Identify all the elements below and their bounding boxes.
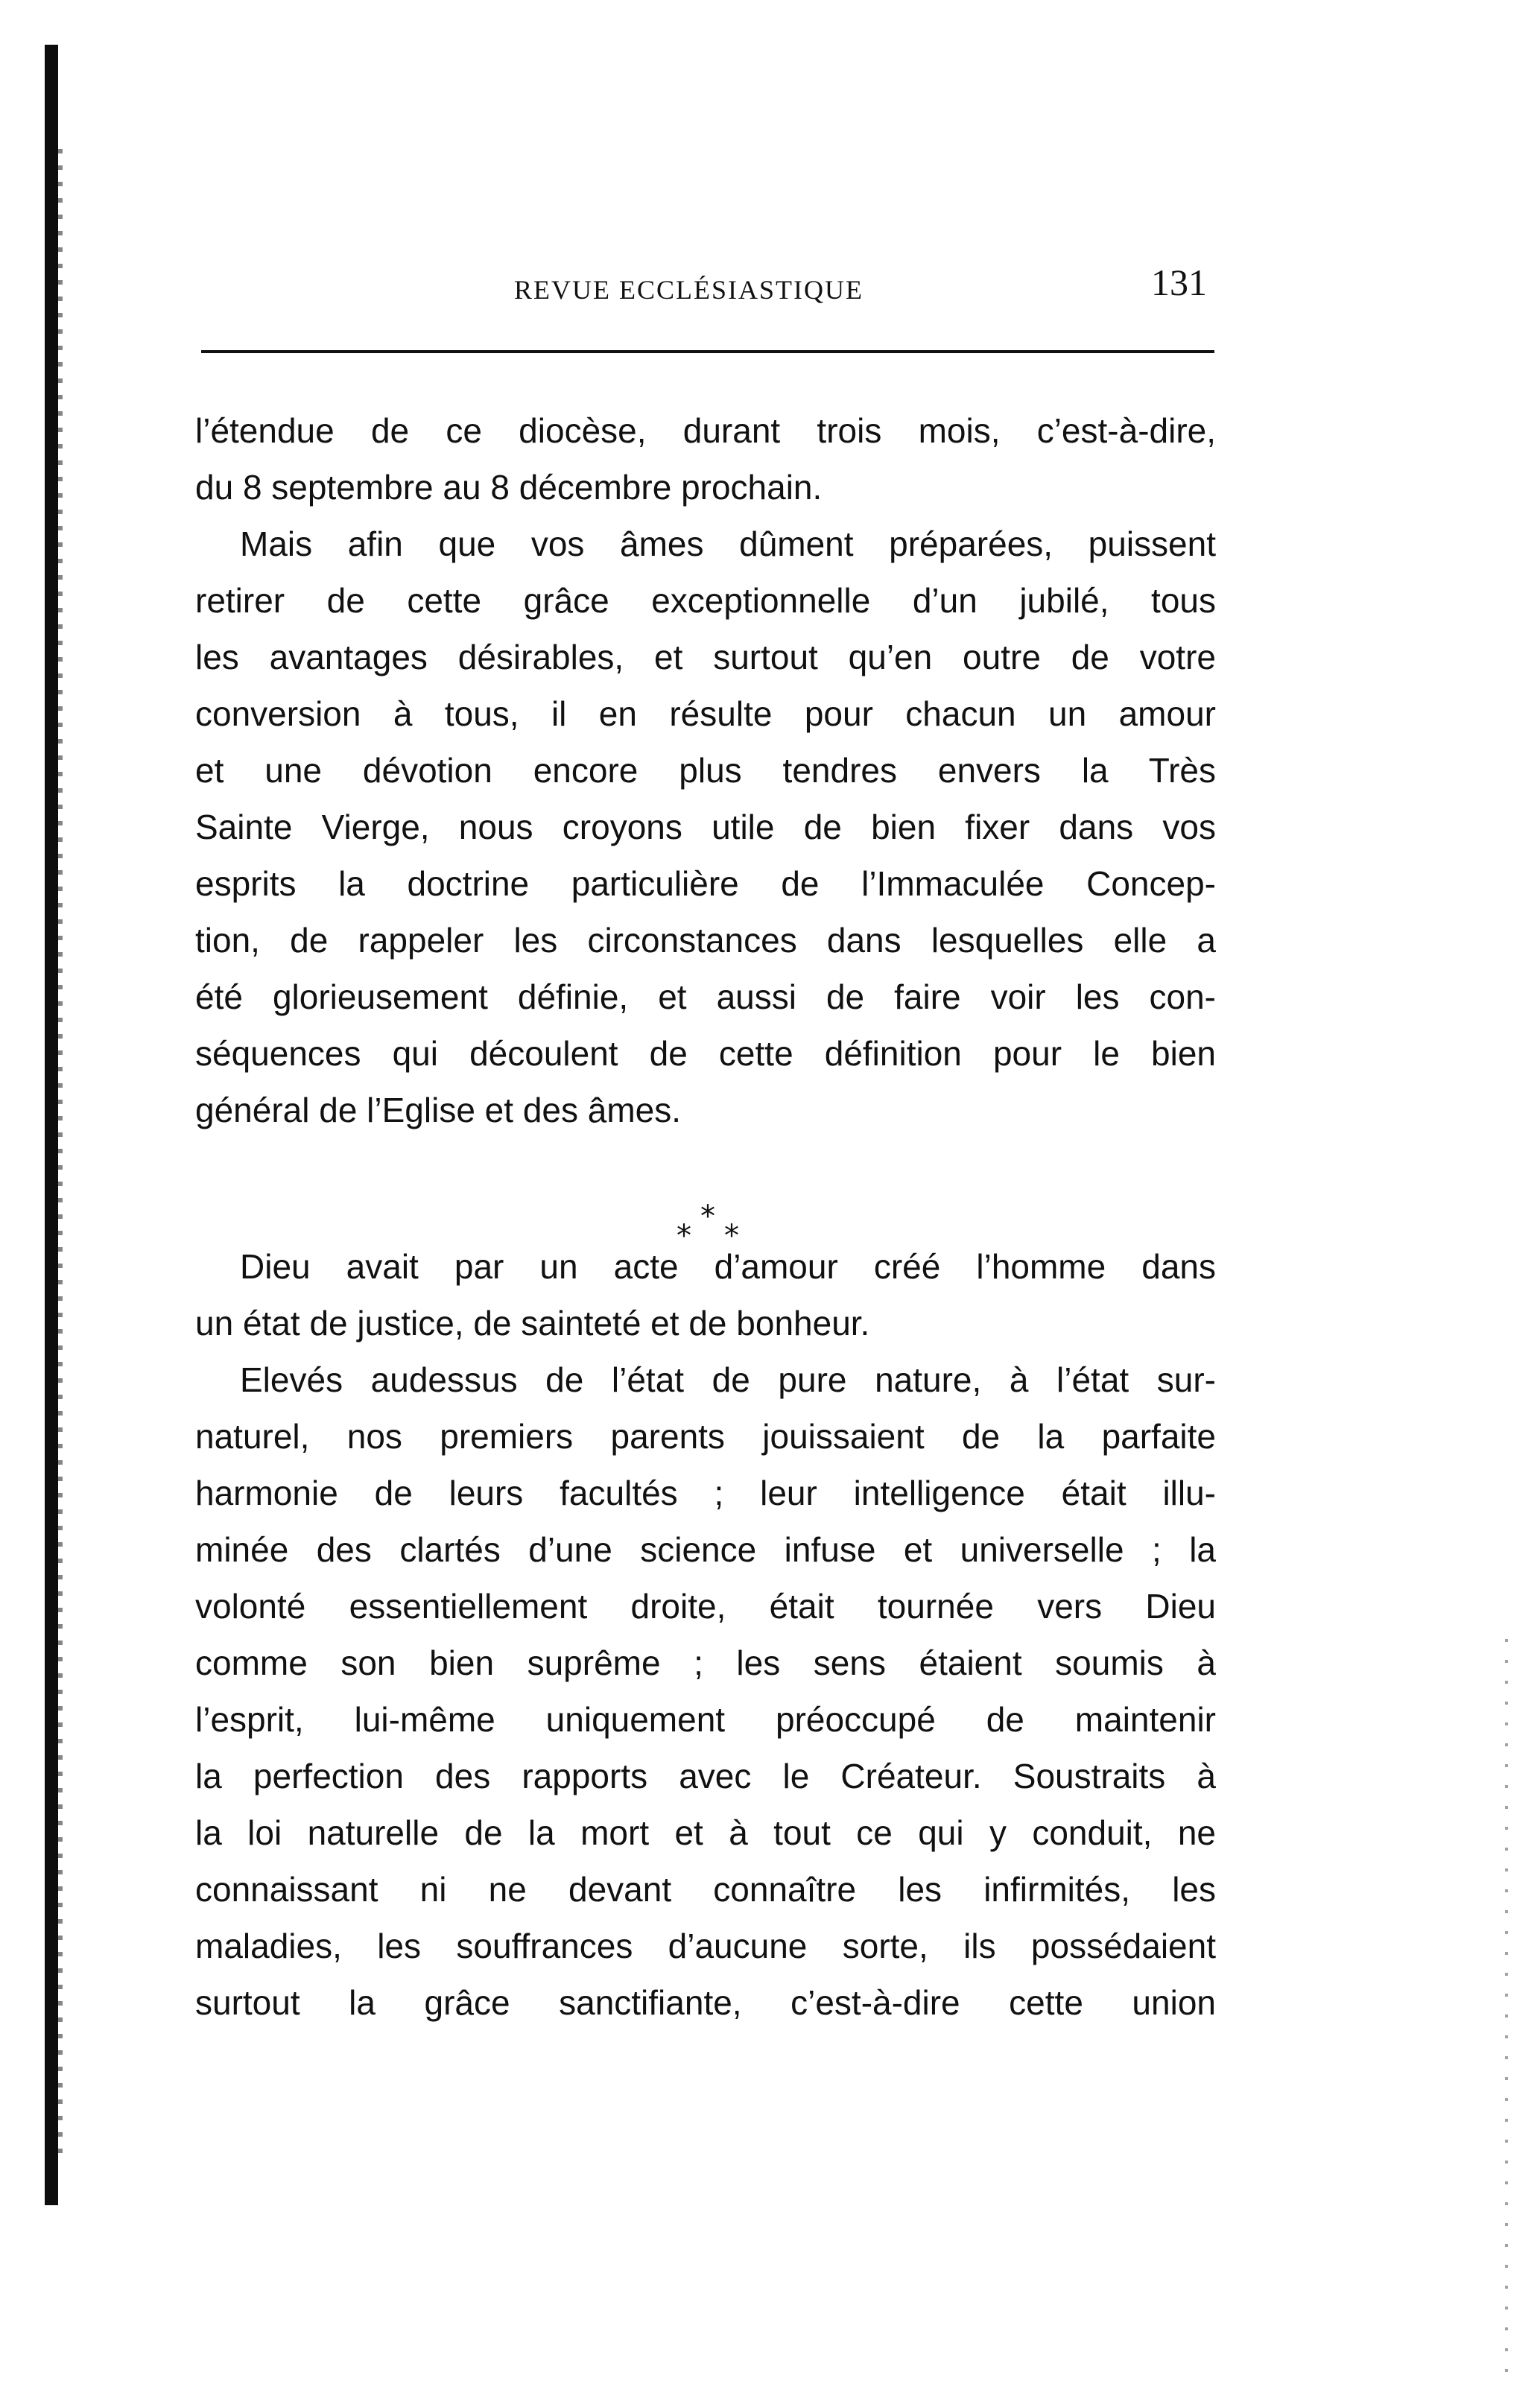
page-number: 131 (1151, 261, 1207, 303)
text-line: la perfection des rapports avec le Créateur. Soustraits à (195, 1757, 1216, 1795)
text-line: un état de justice, de sainteté et de bonheur. (195, 1304, 870, 1343)
text-line: été glorieusement définie, et aussi de faire voir les con- (195, 977, 1216, 1016)
text-block-1 (195, 402, 1216, 1138)
text-line: l’esprit, lui-même uniquement préoccupé de maintenir (195, 1700, 1216, 1739)
text-line: séquences qui découlent de cette définition pour le bien (195, 1034, 1216, 1073)
text-line: comme son bien suprême ; les sens étaient soumis à (195, 1643, 1216, 1682)
asterism-star: * (700, 1199, 715, 1234)
text-line: Elevés audessus de l’état de pure nature, à l’état sur- (240, 1360, 1216, 1399)
text-line: général de l’Eglise et des âmes. (195, 1091, 682, 1129)
text-line: naturel, nos premiers parents jouissaient de la parfaite (195, 1417, 1216, 1456)
asterism-star: * (724, 1219, 739, 1253)
text-line: harmonie de leurs facultés ; leur intelligence était illu- (195, 1474, 1216, 1512)
running-title: REVUE ECCLÉSIASTIQUE (514, 275, 864, 305)
text-line: et une dévotion encore plus tendres envers la Très (195, 751, 1216, 790)
text-line: la loi naturelle de la mort et à tout ce qui y conduit, ne (195, 1813, 1216, 1852)
book-spine-shadow (45, 45, 58, 2205)
text-line: maladies, les souffrances d’aucune sorte, ils possédaient (195, 1927, 1216, 1965)
text-line: du 8 septembre au 8 décembre prochain. (195, 468, 823, 507)
spine-edge-marks (58, 149, 63, 2161)
text-line: surtout la grâce sanctifiante, c’est-à-dire cette union (195, 1983, 1216, 2022)
text-line: volonté essentiellement droite, était tournée vers Dieu (195, 1587, 1216, 1626)
right-edge-marks (1505, 1639, 1508, 2384)
text-line: l’étendue de ce diocèse, durant trois mois, c’est-à-dire, (195, 411, 1216, 450)
text-line: Mais afin que vos âmes dûment préparées, puissent (240, 524, 1216, 563)
text-line: minée des clartés d’une science infuse et universelle ; la (195, 1530, 1216, 1569)
text-line: conversion à tous, il en résulte pour chacun un amour (195, 694, 1216, 733)
text-line: Dieu avait par un acte d’amour créé l’homme dans (240, 1247, 1216, 1286)
text-line: esprits la doctrine particulière de l’Immaculée Concep- (195, 864, 1216, 903)
page-header (201, 261, 1214, 313)
text-line: retirer de cette grâce exceptionnelle d’un jubilé, tous (195, 581, 1216, 620)
text-block-2 (195, 1238, 1216, 2031)
asterism-star: * (676, 1219, 691, 1253)
text-line: tion, de rappeler les circonstances dans lesquelles elle a (195, 921, 1216, 960)
header-rule (201, 350, 1214, 353)
text-line: connaissant ni ne devant connaître les infirmités, les (195, 1870, 1216, 1909)
text-line: les avantages désirables, et surtout qu’en outre de votre (195, 638, 1216, 676)
text-line: Sainte Vierge, nous croyons utile de bien fixer dans vos (195, 808, 1216, 846)
